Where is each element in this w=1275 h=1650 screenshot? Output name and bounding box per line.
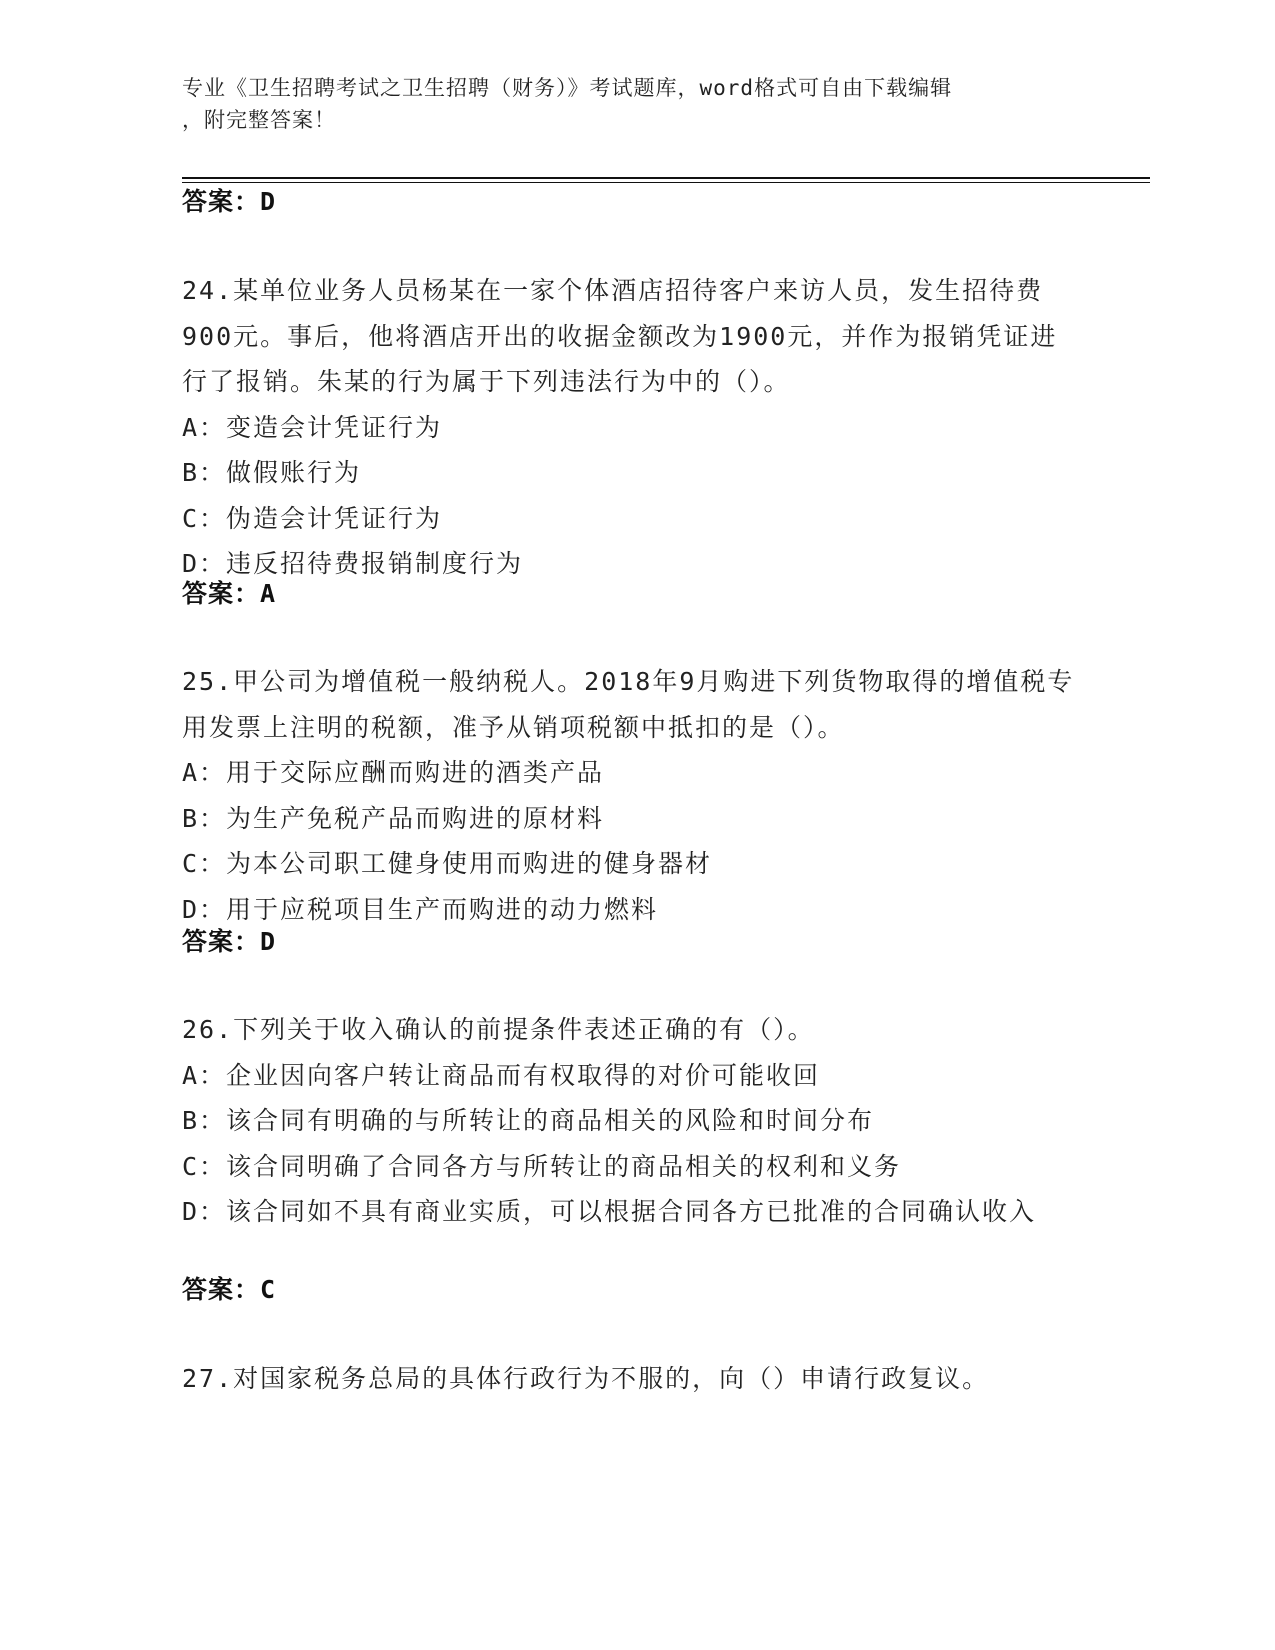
header-line-1: 专业《卫生招聘考试之卫生招聘（财务）》考试题库，word格式可自由下载编辑: [182, 76, 953, 100]
question-25-option-d: D：用于应税项目生产而购进的动力燃料: [182, 894, 659, 924]
question-25-option-c: C：为本公司职工健身使用而购进的健身器材: [182, 849, 713, 878]
question-26-option-c: C：该合同明确了合同各方与所转让的商品相关的权利和义务: [182, 1151, 902, 1181]
answer-26: 答案：C: [182, 1275, 277, 1304]
page-header: [182, 72, 1062, 136]
header-divider-thick: [182, 177, 1150, 179]
answer-23: 答案：D: [182, 187, 277, 216]
question-27-stem: 27.对国家税务总局的具体行政行为不服的，向（）申请行政复议。: [182, 1364, 990, 1393]
question-24-option-a: A：变造会计凭证行为: [182, 412, 443, 442]
question-25-stem: 25.甲公司为增值税一般纳税人。2018年9月购进下列货物取得的增值税专用发票上注明的税额，准予从销项税额中抵扣的是（）。: [182, 667, 1075, 742]
question-24-stem: 24.某单位业务人员杨某在一家个体酒店招待客户来访人员，发生招待费900元。事后，他将酒店开出的收据金额改为1900元，并作为报销凭证进行了报销。朱某的行为属于下列违法行为中的（）。: [182, 276, 1058, 396]
question-25-option-b: B：为生产免税产品而购进的原材料: [182, 803, 605, 833]
question-24-option-c: C：伪造会计凭证行为: [182, 503, 443, 533]
question-26-stem: 26.下列关于收入确认的前提条件表述正确的有（）。: [182, 1015, 815, 1044]
answer-24: 答案：A: [182, 579, 277, 608]
question-26-option-d: D：该合同如不具有商业实质，可以根据合同各方已批准的合同确认收入: [182, 1197, 1037, 1226]
header-divider-thin: [182, 182, 1150, 183]
answer-25: 答案：D: [182, 927, 277, 956]
question-27: [182, 1356, 1082, 1402]
question-24: [182, 268, 1082, 587]
question-24-option-d: D：违反招待费报销制度行为: [182, 549, 524, 578]
question-26: [182, 1007, 1082, 1235]
header-line-2: ，附完整答案！: [182, 108, 336, 132]
question-26-option-b: B：该合同有明确的与所转让的商品相关的风险和时间分布: [182, 1106, 875, 1135]
question-24-option-b: B：做假账行为: [182, 458, 362, 487]
question-25-option-a: A：用于交际应酬而购进的酒类产品: [182, 758, 605, 787]
question-25: [182, 659, 1082, 932]
question-26-option-a: A：企业因向客户转让商品而有权取得的对价可能收回: [182, 1060, 821, 1090]
